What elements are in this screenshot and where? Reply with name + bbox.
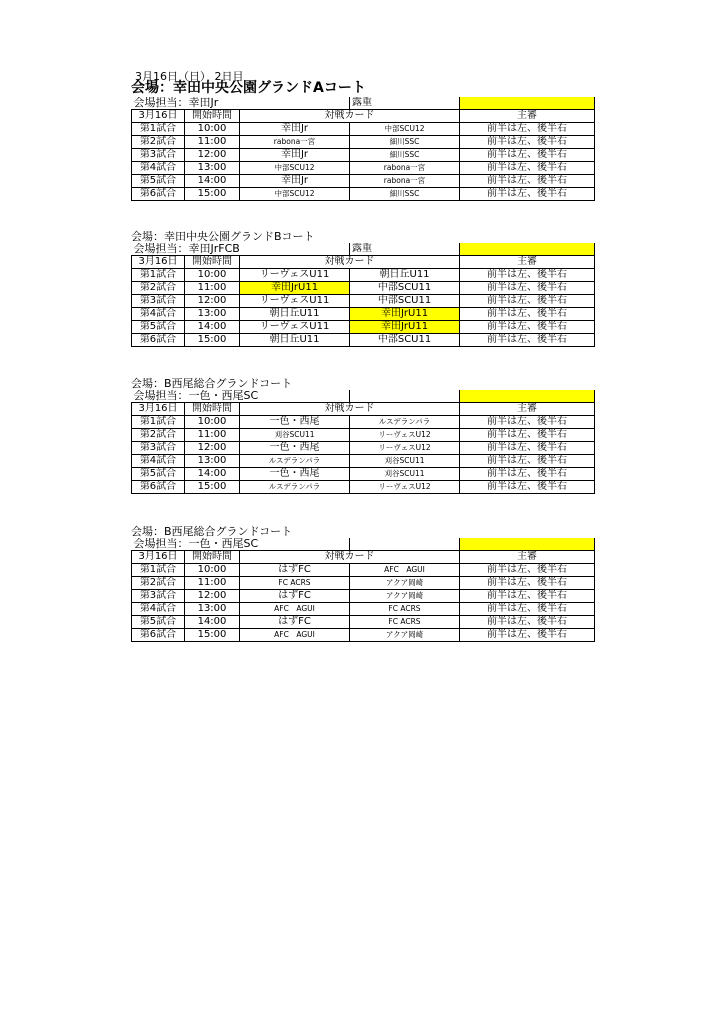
- match-number: 第1試合: [132, 123, 185, 136]
- away-team: ルスデランパラ: [350, 416, 460, 429]
- away-team: リーヴェスU12: [350, 442, 460, 455]
- home-team: 朝日丘U11: [240, 334, 350, 347]
- match-number: 第6試合: [132, 481, 185, 494]
- match-number: 第2試合: [132, 429, 185, 442]
- home-team: 中部SCU12: [240, 188, 350, 201]
- match-time: 10:00: [185, 564, 240, 577]
- referee-note: 前半は左、後半右: [460, 334, 595, 347]
- home-team: 中部SCU12: [240, 162, 350, 175]
- header-referee: 主審: [460, 110, 595, 123]
- match-time: 11:00: [185, 577, 240, 590]
- away-team: FC ACRS: [350, 616, 460, 629]
- match-time: 11:00: [185, 429, 240, 442]
- table-header: [132, 403, 595, 416]
- home-team: 幸田Jr: [240, 149, 350, 162]
- match-time: 10:00: [185, 269, 240, 282]
- charge-extra: 露重: [350, 243, 460, 256]
- match-number: 第4試合: [132, 455, 185, 468]
- away-team: 中部SCU11: [350, 295, 460, 308]
- away-team: 幸田JrU11: [350, 321, 460, 334]
- home-team: AFC AGUI: [240, 629, 350, 642]
- venue-title: 会場：B西尾総合グランドコート: [131, 525, 293, 538]
- away-team: rabona一宮: [350, 175, 460, 188]
- home-team: ルスデランパラ: [240, 481, 350, 494]
- header-date: 3月16日: [132, 403, 185, 416]
- header-referee: 主審: [460, 256, 595, 269]
- away-team: 中部SCU12: [350, 123, 460, 136]
- away-team: 幸田JrU11: [350, 308, 460, 321]
- referee-note: 前半は左、後半右: [460, 629, 595, 642]
- away-team: 刈谷SCU11: [350, 455, 460, 468]
- schedule-table: [131, 538, 595, 642]
- away-team: リーヴェスU12: [350, 481, 460, 494]
- home-team: rabona一宮: [240, 136, 350, 149]
- home-team: 一色・西尾: [240, 442, 350, 455]
- away-team: アクア岡崎: [350, 590, 460, 603]
- table-row: [132, 564, 595, 577]
- schedule-table: [131, 243, 595, 347]
- header-time: 開始時間: [185, 403, 240, 416]
- table-row: [132, 468, 595, 481]
- home-team: はずFC: [240, 616, 350, 629]
- match-time: 15:00: [185, 188, 240, 201]
- referee-note: 前半は左、後半右: [460, 295, 595, 308]
- match-time: 14:00: [185, 468, 240, 481]
- away-team: 細川SSC: [350, 149, 460, 162]
- referee-note: 前半は左、後半右: [460, 188, 595, 201]
- home-team: 幸田JrU11: [240, 282, 350, 295]
- header-time: 開始時間: [185, 256, 240, 269]
- match-time: 15:00: [185, 481, 240, 494]
- away-team: 朝日丘U11: [350, 269, 460, 282]
- home-team: FC ACRS: [240, 577, 350, 590]
- match-number: 第1試合: [132, 269, 185, 282]
- schedule-table: [131, 390, 595, 494]
- match-number: 第6試合: [132, 629, 185, 642]
- away-team: 中部SCU11: [350, 282, 460, 295]
- match-number: 第4試合: [132, 308, 185, 321]
- referee-note: 前半は左、後半右: [460, 162, 595, 175]
- match-number: 第3試合: [132, 442, 185, 455]
- venue-charge: 会場担当：幸田JrFCB: [133, 243, 240, 255]
- table-row: [132, 282, 595, 295]
- table-row: [132, 442, 595, 455]
- match-number: 第5試合: [132, 321, 185, 334]
- away-team: リーヴェスU12: [350, 429, 460, 442]
- referee-note: 前半は左、後半右: [460, 269, 595, 282]
- table-row: [132, 455, 595, 468]
- match-time: 14:00: [185, 321, 240, 334]
- table-row: [132, 123, 595, 136]
- header-date: 3月16日: [132, 110, 185, 123]
- away-team: 細川SSC: [350, 188, 460, 201]
- schedule-block: [131, 80, 594, 201]
- match-number: 第5試合: [132, 468, 185, 481]
- referee-note: 前半は左、後半右: [460, 468, 595, 481]
- match-number: 第3試合: [132, 149, 185, 162]
- away-team: AFC AGUI: [350, 564, 460, 577]
- match-number: 第1試合: [132, 416, 185, 429]
- charge-extra: 露重: [350, 97, 460, 110]
- header-referee: 主審: [460, 551, 595, 564]
- referee-note: 前半は左、後半右: [460, 455, 595, 468]
- away-team: アクア岡崎: [350, 577, 460, 590]
- referee-note: 前半は左、後半右: [460, 429, 595, 442]
- referee-note: 前半は左、後半右: [460, 416, 595, 429]
- match-number: 第2試合: [132, 136, 185, 149]
- table-row: [132, 136, 595, 149]
- table-header: [132, 110, 595, 123]
- table-header: [132, 551, 595, 564]
- match-time: 13:00: [185, 162, 240, 175]
- home-team: はずFC: [240, 590, 350, 603]
- referee-note: 前半は左、後半右: [460, 282, 595, 295]
- table-row: [132, 416, 595, 429]
- match-number: 第6試合: [132, 334, 185, 347]
- home-team: 幸田Jr: [240, 123, 350, 136]
- home-team: はずFC: [240, 564, 350, 577]
- match-time: 11:00: [185, 282, 240, 295]
- table-row: [132, 308, 595, 321]
- highlight-cell: [460, 97, 595, 110]
- date-line: 3月16日（日） 2日目: [135, 70, 244, 83]
- match-number: 第4試合: [132, 603, 185, 616]
- header-card: 対戦カード: [240, 403, 460, 416]
- referee-note: 前半は左、後半右: [460, 481, 595, 494]
- referee-note: 前半は左、後半右: [460, 564, 595, 577]
- referee-note: 前半は左、後半右: [460, 590, 595, 603]
- table-row: [132, 429, 595, 442]
- table-row: [132, 481, 595, 494]
- table-row: [132, 603, 595, 616]
- header-referee: 主審: [460, 403, 595, 416]
- match-number: 第2試合: [132, 577, 185, 590]
- table-row: [132, 269, 595, 282]
- match-time: 13:00: [185, 603, 240, 616]
- highlight-cell: [460, 390, 595, 403]
- match-number: 第6試合: [132, 188, 185, 201]
- match-time: 15:00: [185, 334, 240, 347]
- table-row: [132, 629, 595, 642]
- referee-note: 前半は左、後半右: [460, 308, 595, 321]
- table-row: [132, 188, 595, 201]
- charge-extra: [350, 390, 460, 403]
- referee-note: 前半は左、後半右: [460, 136, 595, 149]
- venue-charge: 会場担当：一色・西尾SC: [133, 390, 259, 402]
- venue-charge: 会場担当：幸田Jr: [133, 97, 219, 109]
- match-time: 10:00: [185, 123, 240, 136]
- table-row: [132, 175, 595, 188]
- home-team: リーヴェスU11: [240, 295, 350, 308]
- referee-note: 前半は左、後半右: [460, 123, 595, 136]
- away-team: FC ACRS: [350, 603, 460, 616]
- home-team: 幸田Jr: [240, 175, 350, 188]
- match-time: 10:00: [185, 416, 240, 429]
- home-team: 刈谷SCU11: [240, 429, 350, 442]
- match-time: 13:00: [185, 308, 240, 321]
- match-time: 14:00: [185, 175, 240, 188]
- match-number: 第3試合: [132, 590, 185, 603]
- referee-note: 前半は左、後半右: [460, 442, 595, 455]
- home-team: リーヴェスU11: [240, 321, 350, 334]
- venue-charge: 会場担当：一色・西尾SC: [133, 538, 259, 550]
- home-team: リーヴェスU11: [240, 269, 350, 282]
- highlight-cell: [460, 243, 595, 256]
- match-time: 11:00: [185, 136, 240, 149]
- header-card: 対戦カード: [240, 256, 460, 269]
- table-row: [132, 616, 595, 629]
- home-team: 一色・西尾: [240, 468, 350, 481]
- header-date: 3月16日: [132, 551, 185, 564]
- highlight-cell: [460, 538, 595, 551]
- referee-note: 前半は左、後半右: [460, 603, 595, 616]
- table-row: [132, 149, 595, 162]
- venue-title: 会場：幸田中央公園グランドAコート: [131, 80, 366, 96]
- table-row: [132, 590, 595, 603]
- schedule-block: [131, 377, 594, 494]
- header-card: 対戦カード: [240, 110, 460, 123]
- home-team: AFC AGUI: [240, 603, 350, 616]
- away-team: rabona一宮: [350, 162, 460, 175]
- match-time: 12:00: [185, 590, 240, 603]
- away-team: アクア岡崎: [350, 629, 460, 642]
- away-team: 細川SSC: [350, 136, 460, 149]
- table-row: [132, 577, 595, 590]
- schedule-block: [131, 525, 594, 642]
- match-number: 第5試合: [132, 175, 185, 188]
- match-time: 13:00: [185, 455, 240, 468]
- home-team: 一色・西尾: [240, 416, 350, 429]
- referee-note: 前半は左、後半右: [460, 149, 595, 162]
- referee-note: 前半は左、後半右: [460, 616, 595, 629]
- match-time: 15:00: [185, 629, 240, 642]
- match-number: 第1試合: [132, 564, 185, 577]
- header-card: 対戦カード: [240, 551, 460, 564]
- match-number: 第4試合: [132, 162, 185, 175]
- match-time: 14:00: [185, 616, 240, 629]
- match-time: 12:00: [185, 442, 240, 455]
- header-time: 開始時間: [185, 551, 240, 564]
- referee-note: 前半は左、後半右: [460, 321, 595, 334]
- match-number: 第5試合: [132, 616, 185, 629]
- charge-extra: [350, 538, 460, 551]
- table-header: [132, 256, 595, 269]
- match-time: 12:00: [185, 295, 240, 308]
- home-team: 朝日丘U11: [240, 308, 350, 321]
- match-number: 第2試合: [132, 282, 185, 295]
- schedule-table: [131, 97, 595, 201]
- table-row: [132, 295, 595, 308]
- table-row: [132, 321, 595, 334]
- schedule-block: [131, 230, 594, 347]
- match-number: 第3試合: [132, 295, 185, 308]
- venue-title: 会場：幸田中央公園グランドBコート: [131, 230, 315, 243]
- table-row: [132, 334, 595, 347]
- referee-note: 前半は左、後半右: [460, 577, 595, 590]
- referee-note: 前半は左、後半右: [460, 175, 595, 188]
- table-row: [132, 162, 595, 175]
- home-team: ルスデランパラ: [240, 455, 350, 468]
- header-date: 3月16日: [132, 256, 185, 269]
- match-time: 12:00: [185, 149, 240, 162]
- away-team: 刈谷SCU11: [350, 468, 460, 481]
- away-team: 中部SCU11: [350, 334, 460, 347]
- header-time: 開始時間: [185, 110, 240, 123]
- venue-title: 会場：B西尾総合グランドコート: [131, 377, 293, 390]
